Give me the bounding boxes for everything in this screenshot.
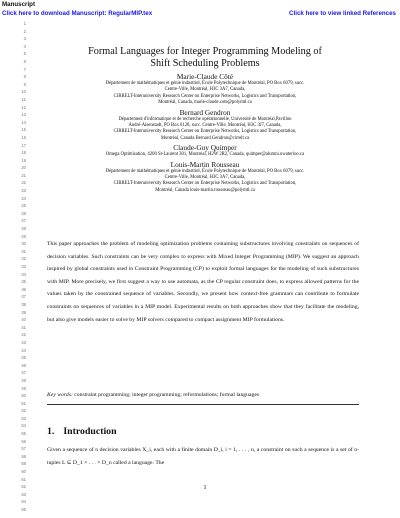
author-affiliation: Centre-Ville, Montréal, H3C 3A7, Canada, <box>164 87 246 93</box>
author-affiliation: Centre-Ville, Montréal, H3C 3A7, Canada, <box>164 175 246 181</box>
line-number: 51 <box>21 400 26 406</box>
line-number: 60 <box>21 469 26 475</box>
author-affiliation: CIRRELT-Interuniversity Research Center on Enterprise Networks, Logistics and Transportation, <box>113 181 297 187</box>
author-affiliation: Omega Optimisation, 4200 St-Laurent 301, Montréal, H2W 2R2, Canada, quimper@alumni.uwaterloo.ca <box>105 152 305 158</box>
line-number: 10 <box>21 89 26 95</box>
author-block <box>40 71 370 194</box>
line-number: 11 <box>21 96 26 102</box>
author <box>40 108 370 143</box>
line-number: 46 <box>21 362 26 368</box>
line-number: 53 <box>21 415 26 421</box>
line-number: 15 <box>21 127 26 133</box>
line-number: 35 <box>21 279 26 285</box>
line-number: 5 <box>23 51 26 57</box>
section-number: 1. <box>47 426 55 437</box>
line-number: 22 <box>21 180 26 186</box>
author <box>40 160 370 195</box>
line-number: 34 <box>21 271 26 277</box>
intro-paragraph: Given a sequence of n decision variables X_i, each with a finite domain D_i, i = 1, . . . , n, a constraint on such a sequence is a set of n-tuples L ⊆ D_1 × . . . × D_n called a language. The <box>47 447 359 466</box>
line-number: 48 <box>21 377 26 383</box>
line-number: 50 <box>21 393 26 399</box>
line-number: 13 <box>21 112 26 118</box>
line-number: 20 <box>21 165 26 171</box>
line-number: 37 <box>21 294 26 300</box>
author-name: Bernard Gendron <box>179 107 231 117</box>
line-number: 4 <box>23 43 26 49</box>
line-number: 3 <box>23 36 26 42</box>
line-number: 39 <box>21 309 26 315</box>
line-number: 47 <box>21 370 26 376</box>
line-number: 24 <box>21 195 26 201</box>
author-affiliation: André-Aisenstadt, PO Box 6128, succ. Centre-Ville, Montréal, H3C 3J7, Canada, <box>128 123 282 129</box>
line-number: 29 <box>21 233 26 239</box>
keywords-label: Key words: <box>47 392 73 398</box>
line-number: 27 <box>21 218 26 224</box>
line-number: 23 <box>21 188 26 194</box>
author-name: Marie-Claude Côté <box>176 72 234 81</box>
author-affiliation: Montréal, Canada, marie-claude.cote@polymtl.ca <box>158 100 252 106</box>
line-number: 62 <box>21 484 26 490</box>
line-number: 38 <box>21 301 26 307</box>
line-number: 58 <box>21 453 26 459</box>
title-line: Formal Languages for Integer Programming Modeling of <box>88 46 322 57</box>
line-number: 43 <box>21 339 26 345</box>
author-affiliation: Département de mathématiques et génie industriel, École Polytechnique de Montréal, PO Box 6079, succ. <box>105 81 305 86</box>
line-number: 17 <box>21 142 26 148</box>
line-number: 63 <box>21 491 26 497</box>
author-affiliation: Montréal, Canada louis-martin.rousseau@polymtl.ca <box>155 187 255 193</box>
line-number: 54 <box>21 423 26 429</box>
line-number: 49 <box>21 385 26 391</box>
view-references-link[interactable]: Click here to view linked References <box>289 10 396 17</box>
line-number: 25 <box>21 203 26 209</box>
line-number: 7 <box>23 66 26 72</box>
line-number: 19 <box>21 157 26 163</box>
abstract: This paper approaches the problem of modeling optimization problems containing substructures involving constraints on sequences of decision variables. Such constraints can be very complex to express with Mixed Integer Programming (MIP). We suggest an approach inspired by global constraints used in Constraint Programming (CP) to exploit formal languages for the modeling of such substructures with MIP. More precisely, we first suggest a way to use automata, as the CP regular constraint does, to express allowed patterns for the values taken by the constrained sequence of variables. Secondly, we present how context-free grammars can contribute to formulate constraints on sequences of variables in a MIP model. Experimental results on both approaches show that they facilitate the modeling, but also give models easier to solve by MIP solvers compared to compact assignment MIP formulations. <box>47 241 359 323</box>
download-manuscript-link[interactable]: Click here to download Manuscript: RegularMIP.tex <box>2 10 153 17</box>
line-number: 32 <box>21 256 26 262</box>
line-number: 14 <box>21 119 26 125</box>
line-number: 31 <box>21 248 26 254</box>
line-number: 2 <box>23 28 26 34</box>
line-number: 12 <box>21 104 26 110</box>
line-number: 30 <box>21 241 26 247</box>
line-number: 64 <box>21 499 26 505</box>
keywords <box>47 391 359 399</box>
manuscript-tag: Manuscript <box>2 1 36 8</box>
line-numbers <box>6 20 26 514</box>
author-name: Louis-Martin Rousseau <box>170 159 240 169</box>
line-number: 61 <box>21 476 26 482</box>
line-number: 8 <box>23 74 26 80</box>
line-number: 33 <box>21 264 26 269</box>
line-number: 41 <box>21 324 26 330</box>
line-number: 26 <box>21 210 26 216</box>
title-line: Shift Scheduling Problems <box>150 58 260 69</box>
divider <box>47 404 359 405</box>
author <box>40 143 370 158</box>
section-heading <box>47 426 117 438</box>
line-number: 55 <box>21 431 26 437</box>
line-number: 42 <box>21 332 26 338</box>
author-affiliation: Département de mathématiques et génie industriel, École Polytechnique de Montréal, PO Box 6079, succ. <box>105 168 305 174</box>
line-number: 6 <box>23 58 26 64</box>
author-name: Claude-Guy Quimper <box>173 143 237 153</box>
header-bar <box>0 0 400 20</box>
keywords-text: constraint programming; integer programming; reformulations; formal languages <box>74 392 260 398</box>
author-affiliation: Département d'informatique et de recherche opérationnelle, Université de Montréal,Pavillon <box>118 116 292 122</box>
line-number: 40 <box>21 317 26 323</box>
author-affiliation: CIRRELT-Interuniversity Research Center on Enterprise Networks, Logistics and Transportation, <box>113 93 297 99</box>
line-number: 65 <box>21 507 26 512</box>
line-number: 59 <box>21 461 26 467</box>
line-number: 9 <box>23 81 26 87</box>
line-number: 57 <box>21 446 26 452</box>
line-number: 1 <box>23 21 26 26</box>
line-number: 36 <box>21 286 26 292</box>
line-number: 16 <box>21 134 26 140</box>
paper-title <box>40 46 370 70</box>
line-number: 56 <box>21 438 26 444</box>
line-number: 21 <box>21 172 26 178</box>
author <box>40 72 370 107</box>
line-number: 18 <box>21 150 26 156</box>
line-number: 45 <box>21 355 26 361</box>
author-affiliation: Montréal, Canada Bernard.Gendron@cirrelt.ca <box>160 135 250 141</box>
page-number: 1 <box>203 484 207 491</box>
author-affiliation: CIRRELT-Interuniversity Research Center on Enterprise Networks, Logistics and Transportation, <box>113 129 297 135</box>
section-title: Introduction <box>63 426 117 437</box>
line-number: 44 <box>21 347 26 353</box>
line-number: 28 <box>21 226 26 232</box>
line-number: 52 <box>21 408 26 414</box>
